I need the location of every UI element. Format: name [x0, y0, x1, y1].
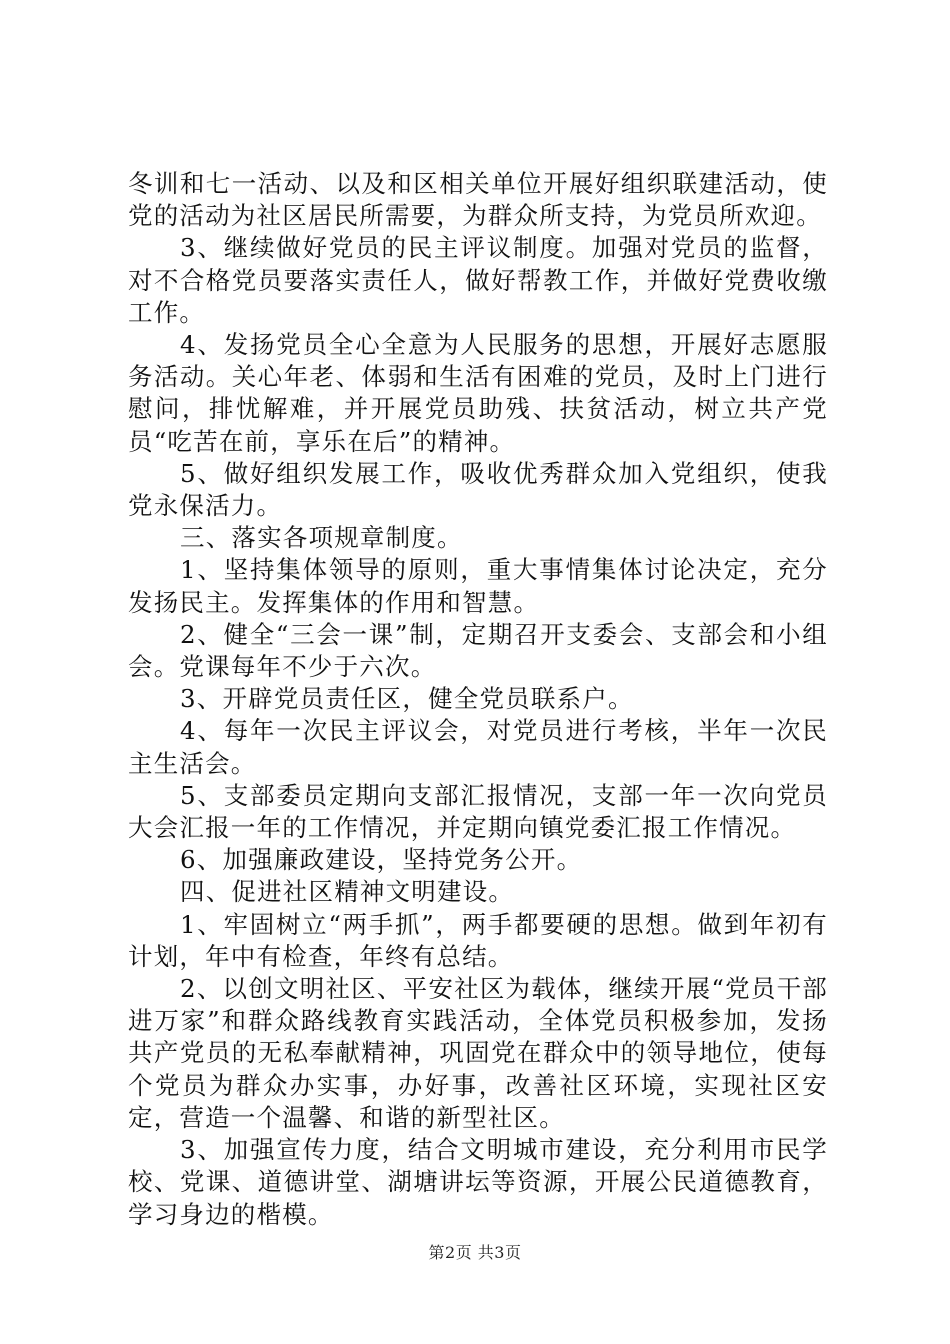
section-heading: 四、促进社区精神文明建设。	[180, 877, 515, 907]
paragraph: 冬训和七一活动、以及和区相关单位开展好组织联建活动，使党的活动为社区居民所需要，为群众所支持，为党员所欢迎。	[128, 169, 828, 231]
page-number-footer: 第2页 共3页	[428, 1243, 522, 1262]
paragraph: 3、开辟党员责任区，健全党员联系户。	[180, 684, 634, 714]
section-heading: 三、落实各项规章制度。	[180, 523, 463, 553]
paragraph: 4、发扬党员全心全意为人民服务的思想，开展好志愿服务活动。关心年老、体弱和生活有困难的党员，及时上门进行慰问，排忧解难，并开展党员助残、扶贫活动，树立共产党员“吃苦在前，享乐在后”的精神。	[128, 330, 828, 456]
paragraph: 1、牢固树立“两手抓”，两手都要硬的思想。做到年初有计划，年中有检查，年终有总结。	[128, 909, 828, 971]
paragraph: 1、坚持集体领导的原则，重大事情集体讨论决定，充分发扬民主。发挥集体的作用和智慧。	[128, 555, 828, 617]
paragraph: 4、每年一次民主评议会，对党员进行考核，半年一次民主生活会。	[128, 716, 828, 778]
paragraph: 3、继续做好党员的民主评议制度。加强对党员的监督，对不合格党员要落实责任人，做好帮教工作，并做好党费收缴工作。	[128, 233, 828, 327]
paragraph: 2、健全“三会一课”制，定期召开支委会、支部会和小组会。党课每年不少于六次。	[128, 619, 828, 682]
paragraph: 5、支部委员定期向支部汇报情况，支部一年一次向党员大会汇报一年的工作情况，并定期向镇党委汇报工作情况。	[128, 780, 828, 843]
document-body	[128, 168, 828, 1231]
paragraph: 2、以创文明社区、平安社区为载体，继续开展“党员干部进万家”和群众路线教育实践活动，全体党员积极参加，发扬共产党员的无私奉献精神，巩固党在群众中的领导地位，使每个党员为群众办实事，办好事，改善社区环境，实现社区安定，营造一个温馨、和谐的新型社区。	[128, 974, 828, 1132]
paragraph: 6、加强廉政建设，坚持党务公开。	[180, 845, 583, 875]
paragraph: 5、做好组织发展工作，吸收优秀群众加入党组织，使我党永保活力。	[128, 458, 828, 521]
paragraph: 3、加强宣传力度，结合文明城市建设，充分利用市民学校、党课、道德讲堂、湖塘讲坛等资源，开展公民道德教育，学习身边的楷模。	[128, 1135, 828, 1229]
